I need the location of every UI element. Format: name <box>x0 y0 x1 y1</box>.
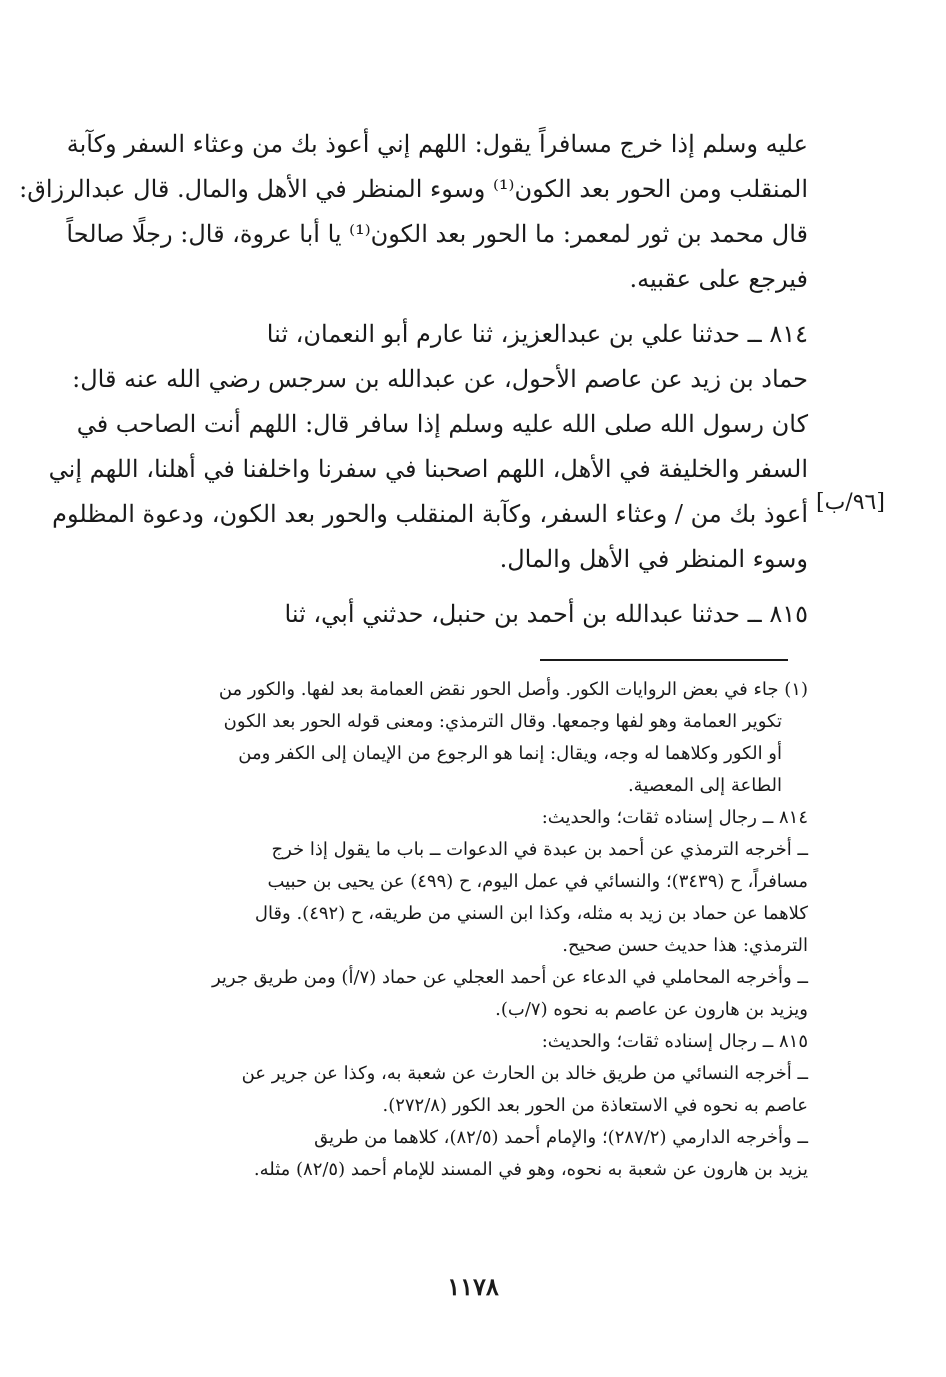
main-line: عليه وسلم إذا خرج مسافراً يقول: اللهم إني أعوذ بك من وعثاء السفر وكآبة <box>66 130 808 158</box>
main-line: أعوذ بك من / وعثاء السفر، وكآبة المنقلب والحور بعد الكون، ودعوة المظلوم <box>52 500 808 528</box>
footnote-heading-815: ٨١٥ ــ رجال إسناده ثقات؛ والحديث: <box>541 1031 808 1052</box>
main-text-block <box>19 122 808 637</box>
main-line: المنقلب ومن الحور بعد الكون⁽¹⁾ وسوء المنظر في الأهل والمال. قال عبدالرزاق: <box>19 175 808 203</box>
footnote-line: ــ وأخرجه الدارمي (٢٨٧/٢)؛ والإمام أحمد (٨٢/٥)، كلاهما من طريق <box>314 1127 808 1148</box>
main-line: قال محمد بن ثور لمعمر: ما الحور بعد الكون⁽¹⁾ يا أبا عروة، قال: رجلًا صالحاً <box>66 220 808 248</box>
hadith-815-heading: ٨١٥ ــ حدثنا عبدالله بن أحمد بن حنبل، حدثني أبي، ثنا <box>284 600 808 628</box>
footnote-heading-814: ٨١٤ ــ رجال إسناده ثقات؛ والحديث: <box>541 807 808 828</box>
main-line: حماد بن زيد عن عاصم الأحول، عن عبدالله بن سرجس رضي الله عنه قال: <box>72 365 808 393</box>
footnote-line: عاصم به نحوه في الاستعاذة من الحور بعد الكور (٢٧٢/٨). <box>382 1095 808 1116</box>
main-line: السفر والخليفة في الأهل، اللهم اصحبنا في سفرنا واخلفنا في أهلنا، اللهم إني <box>48 455 808 483</box>
footnote-line: كلاهما عن حماد بن زيد به مثله، وكذا ابن السني من طريقه، ح (٤٩٢). وقال <box>254 903 808 924</box>
manuscript-folio-marker: [٩٦/ب] <box>816 490 885 515</box>
footnote-line: الترمذي: هذا حديث حسن صحيح. <box>562 935 808 956</box>
footnote-line: ــ أخرجه الترمذي عن أحمد بن عبدة في الدعوات ــ باب ما يقول إذا خرج <box>271 839 808 860</box>
hadith-814-heading: ٨١٤ ــ حدثنا علي بن عبدالعزيز، ثنا عارم أبو النعمان، ثنا <box>266 320 808 348</box>
footnote-line: أو الكور وكلاهما له وجه، ويقال: إنما هو الرجوع من الإيمان إلى الكفر ومن <box>238 743 782 764</box>
main-line: وسوء المنظر في الأهل والمال. <box>499 545 808 573</box>
footnotes-block <box>108 674 808 1186</box>
footnote-line: ويزيد بن هارون عن عاصم به نحوه (٧/ب). <box>495 999 808 1020</box>
footnote-line: ــ وأخرجه المحاملي في الدعاء عن أحمد العجلي عن حماد (٧/أ) ومن طريق جرير <box>211 967 808 988</box>
footnote-line: ــ أخرجه النسائي من طريق خالد بن الحارث عن شعبة به، وكذا عن جرير عن <box>241 1063 808 1084</box>
main-line: فيرجع على عقبيه. <box>629 265 808 293</box>
footnote-line: (١) جاء في بعض الروايات الكور. وأصل الحور نقض العمامة بعد لفها. والكور من <box>218 679 808 700</box>
footnote-divider <box>540 659 788 661</box>
footnote-line: الطاعة إلى المعصية. <box>627 775 782 796</box>
footnote-line: يزيد بن هارون عن شعبة به نحوه، وهو في المسند للإمام أحمد (٨٢/٥) مثله. <box>253 1159 808 1180</box>
footnote-line: مسافراً، ح (٣٤٣٩)؛ والنسائي في عمل اليوم، ح (٤٩٩) عن يحيى بن حبيب <box>267 871 808 892</box>
page-number: ١١٧٨ <box>447 1272 499 1301</box>
footnote-line: تكوير العمامة وهو لفها وجمعها. وقال الترمذي: ومعنى قوله الحور بعد الكون <box>223 711 782 732</box>
main-line: كان رسول الله صلى الله عليه وسلم إذا سافر قال: اللهم أنت الصاحب في <box>76 410 808 438</box>
